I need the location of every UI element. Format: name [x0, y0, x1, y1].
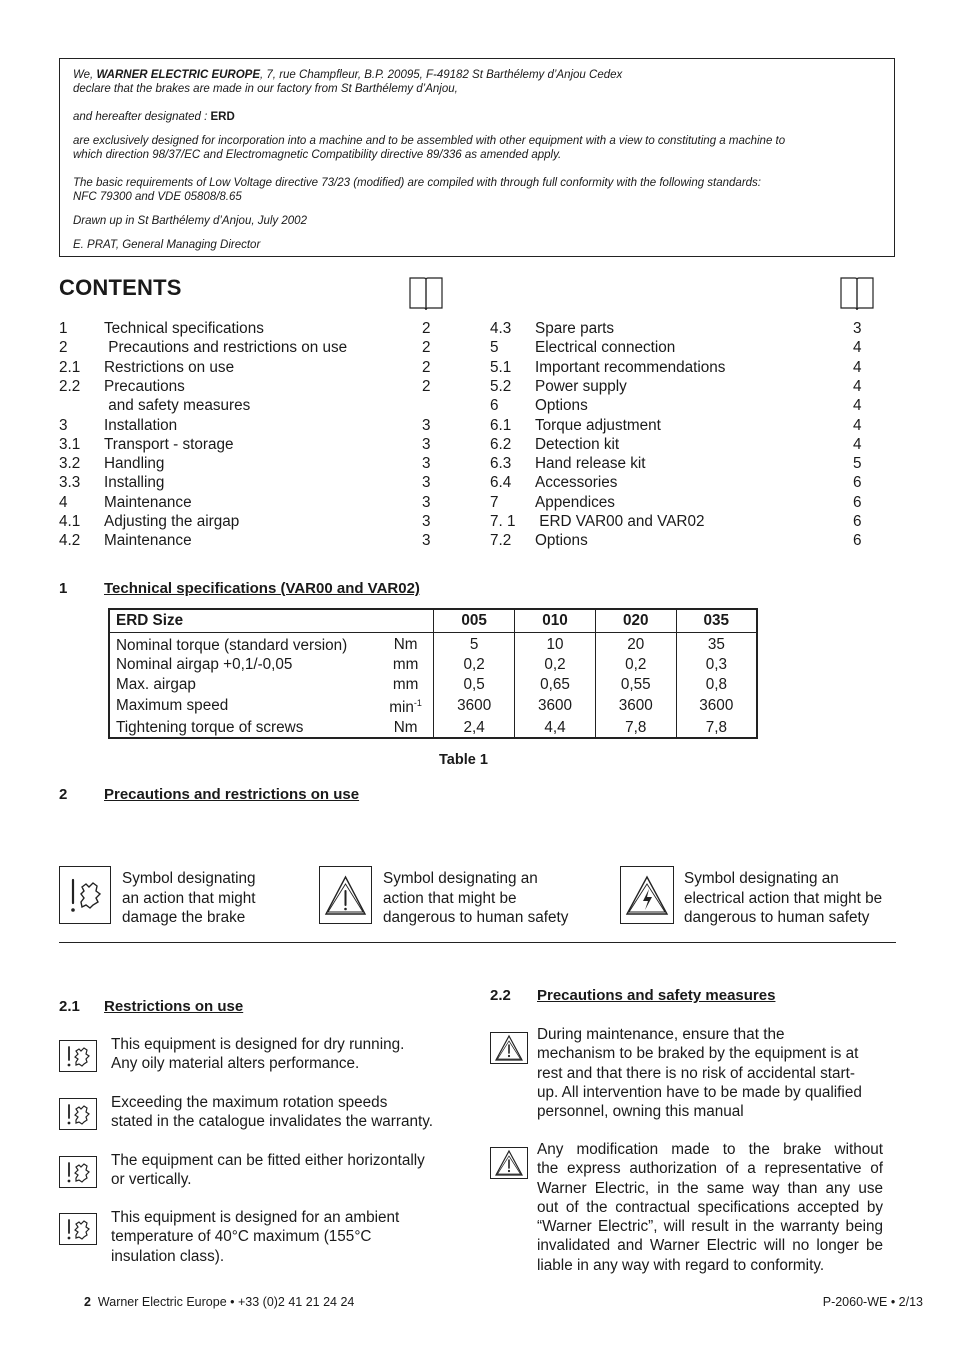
brake-damage-icon — [60, 1099, 96, 1129]
table-cell-value: 3600 — [515, 694, 596, 718]
toc-number: 6.4 — [490, 474, 512, 492]
table-cell-label: Tightening torque of screws — [116, 718, 304, 736]
toc-page: 6 — [853, 493, 862, 511]
toc-left-column — [59, 319, 439, 559]
designated-label: and hereafter designated : — [73, 111, 211, 123]
toc-page: 6 — [853, 474, 862, 492]
text-line: liable in any way with regard to conformity. — [537, 1256, 825, 1274]
restriction-text — [111, 1151, 471, 1190]
table-caption: Table 1 — [439, 752, 488, 768]
table-cell-value: 0,2 — [595, 655, 676, 674]
text-line: invalidated and Warner Electric will no longer be — [537, 1237, 883, 1255]
toc-label: Handling — [104, 455, 165, 473]
table-header-cell: 020 — [595, 609, 676, 633]
section-number: 1 — [59, 580, 68, 597]
toc-label: Important recommendations — [535, 358, 726, 376]
text-line: This equipment is designed for dry running. — [111, 1036, 405, 1053]
toc-number: 6.2 — [490, 435, 512, 453]
text-line: out of the contractual specifications accepted by — [537, 1198, 883, 1216]
text-line: Warner Electric, in the same way than any use — [537, 1179, 883, 1197]
table-cell-label: Max. airgap — [116, 675, 196, 693]
table-cell-label: Nominal airgap +0,1/-0,05 — [116, 656, 293, 674]
symbol-text-line: dangerous to human safety — [383, 909, 569, 927]
table-cell-value: 3600 — [595, 694, 676, 718]
table-cell-unit — [378, 694, 434, 718]
table-header-cell: 035 — [676, 609, 757, 633]
toc-page: 2 — [422, 339, 431, 357]
toc-number: 5 — [490, 339, 499, 357]
toc-number: 3.3 — [59, 474, 81, 492]
table-cell-value: 0,2 — [434, 655, 515, 674]
text-line: temperature of 40°C maximum (155°C — [111, 1228, 372, 1246]
precaution-text — [537, 1140, 883, 1275]
toc-row — [490, 319, 870, 338]
warning-triangle-icon — [491, 1148, 527, 1178]
toc-row — [490, 493, 870, 512]
toc-label: Installing — [104, 474, 165, 492]
toc-page: 3 — [422, 532, 431, 550]
section-title: Technical specifications (VAR00 and VAR02) — [104, 580, 420, 597]
section-2-2-heading — [490, 987, 910, 1007]
text-line: Any oily material alters performance. — [111, 1055, 360, 1073]
declaration-box — [59, 58, 895, 257]
table-cell-value: 7,8 — [595, 718, 676, 738]
section-2-heading — [59, 786, 559, 806]
section-title: Precautions and safety measures — [537, 987, 776, 1004]
text-line: up. All intervention have to be made by qualified — [537, 1083, 862, 1101]
table-row — [109, 718, 757, 738]
toc-number: 3.2 — [59, 455, 81, 473]
brake-damage-icon — [60, 1041, 96, 1071]
toc-row — [490, 358, 870, 377]
toc-row — [59, 338, 439, 357]
symbol-text-line: action that might be — [383, 889, 517, 907]
toc-label: Maintenance — [104, 493, 192, 511]
toc-page: 3 — [422, 435, 431, 453]
brake-damage-icon — [60, 1157, 96, 1187]
divider — [59, 942, 896, 943]
symbol-legend-1 — [122, 869, 307, 928]
text-line: personnel, owning this manual — [537, 1103, 744, 1121]
toc-page: 2 — [422, 320, 431, 337]
precaution-text — [537, 1025, 883, 1121]
table-cell-value: 0,65 — [515, 675, 596, 694]
section-number: 2 — [59, 786, 68, 803]
electrical-hazard-icon-box — [620, 866, 674, 924]
restriction-icon-box — [59, 1098, 97, 1130]
toc-page: 2 — [422, 377, 431, 395]
toc-label: Electrical connection — [535, 339, 676, 357]
symbol-text-line: damage the brake — [122, 909, 246, 927]
toc-page: 3 — [422, 416, 431, 434]
toc-label: Maintenance — [104, 532, 192, 550]
toc-row — [59, 319, 439, 338]
text-line: “Warner Electric”, will result in the warranty being — [537, 1218, 883, 1236]
toc-number: 7. 1 — [490, 513, 516, 530]
toc-number: 5.1 — [490, 358, 512, 376]
section-number: 2.2 — [490, 987, 511, 1004]
text-line: This equipment is designed for an ambient — [111, 1209, 400, 1226]
warning-icon-box — [490, 1147, 528, 1179]
book-icon — [408, 274, 444, 312]
restriction-text — [111, 1035, 471, 1074]
toc-label: Precautions and restrictions on use — [104, 339, 348, 357]
table-header-cell: ERD Size — [109, 609, 434, 633]
toc-number: 6.1 — [490, 416, 512, 434]
toc-row — [59, 454, 439, 473]
toc-row — [59, 493, 439, 512]
declaration-line2: declare that the brakes are made in our factory from St Barthélemy d’Anjou, — [73, 83, 458, 95]
table-cell-value: 7,8 — [676, 718, 757, 738]
toc-label: and safety measures — [104, 397, 251, 415]
toc-label: Torque adjustment — [535, 416, 661, 434]
toc-page: 3 — [422, 455, 431, 473]
declaration-signatory: E. PRAT, General Managing Director — [73, 239, 261, 251]
toc-label: ERD VAR00 and VAR02 — [535, 513, 705, 530]
toc-page: 3 — [422, 493, 431, 511]
text-line: or vertically. — [111, 1171, 192, 1189]
table-header-row — [109, 609, 757, 633]
restriction-text — [111, 1093, 471, 1132]
book-icon — [839, 274, 875, 312]
symbol-text-line: dangerous to human safety — [684, 909, 870, 927]
unit-exponent: -1 — [413, 698, 422, 709]
text-line: The equipment can be fitted either horizontally — [111, 1152, 425, 1169]
table-cell-value: 3600 — [434, 694, 515, 718]
table-cell-value: 0,3 — [676, 655, 757, 674]
table-cell-label: Nominal torque (standard version) — [116, 637, 348, 654]
warning-triangle-icon — [491, 1033, 527, 1063]
unit-text: Nm — [393, 635, 418, 653]
toc-number: 2.2 — [59, 377, 81, 395]
unit-text: min — [389, 699, 414, 717]
warning-triangle-icon-box — [319, 866, 372, 924]
toc-row — [490, 338, 870, 357]
symbol-text-line: Symbol designating — [122, 870, 256, 887]
unit-text: mm — [392, 675, 419, 693]
table-row — [109, 694, 757, 718]
toc-row — [59, 358, 439, 377]
designated-name: ERD — [210, 111, 235, 123]
toc-label: Appendices — [535, 493, 615, 511]
toc-page: 3 — [853, 320, 862, 337]
table-cell-value: 20 — [595, 633, 676, 656]
table-header-cell: 005 — [434, 609, 515, 633]
contents-title: CONTENTS — [59, 275, 182, 300]
table-cell-value: 0,2 — [515, 655, 596, 674]
footer-left — [84, 1295, 354, 1309]
table-cell-value: 3600 — [676, 694, 757, 718]
toc-number: 1 — [59, 320, 68, 337]
toc-label: Transport - storage — [104, 435, 234, 453]
declaration-para4b: NFC 79300 and VDE 05808/8.65 — [73, 191, 242, 203]
brake-damage-icon — [60, 1214, 96, 1244]
warning-icon-box — [490, 1032, 528, 1064]
toc-row — [59, 416, 439, 435]
declaration-drawn: Drawn up in St Barthélemy d’Anjou, July 2002 — [73, 215, 307, 227]
declaration-para4a: The basic requirements of Low Voltage directive 73/23 (modified) are compiled with through full conformity with the following standards: — [73, 177, 762, 189]
toc-label: Technical specifications — [104, 320, 264, 337]
toc-page: 4 — [853, 339, 862, 357]
restriction-icon-box — [59, 1156, 97, 1188]
toc-page: 4 — [853, 435, 862, 453]
table-cell-label: Maximum speed — [116, 697, 229, 715]
toc-label: Adjusting the airgap — [104, 513, 240, 530]
text-line: During maintenance, ensure that the — [537, 1026, 785, 1043]
toc-row — [59, 512, 439, 531]
brake-damage-icon-box — [59, 866, 111, 924]
toc-page: 6 — [853, 513, 862, 530]
toc-row — [59, 435, 439, 454]
table-cell-unit — [378, 675, 434, 694]
toc-page: 4 — [853, 358, 862, 376]
symbol-legend-2 — [383, 869, 603, 928]
toc-label: Options — [535, 532, 588, 550]
restriction-icon-box — [59, 1213, 97, 1245]
toc-number: 4.2 — [59, 532, 81, 550]
toc-label: Installation — [104, 416, 178, 434]
toc-row — [59, 473, 439, 492]
toc-number: 7.2 — [490, 532, 512, 550]
symbol-legend-3 — [684, 869, 914, 928]
table-cell-value: 2,4 — [434, 718, 515, 738]
section-1-heading — [59, 580, 559, 600]
restriction-text — [111, 1208, 471, 1266]
company-name: WARNER ELECTRIC EUROPE — [96, 69, 261, 81]
toc-row — [490, 416, 870, 435]
toc-number: 4.3 — [490, 320, 512, 337]
text-line: Exceeding the maximum rotation speeds — [111, 1094, 388, 1111]
table-cell-value: 5 — [434, 633, 515, 656]
table-cell-value: 35 — [676, 633, 757, 656]
toc-number: 2 — [59, 339, 68, 357]
symbol-text-line: electrical action that might be — [684, 889, 883, 907]
text-line: rest and that there is no risk of accidental start- — [537, 1064, 855, 1082]
toc-row — [490, 473, 870, 492]
toc-page: 2 — [422, 358, 431, 376]
toc-row — [59, 396, 439, 415]
table-row — [109, 633, 757, 656]
table-cell-value: 10 — [515, 633, 596, 656]
toc-label: Restrictions on use — [104, 358, 235, 376]
declaration-line1-pre: We, — [73, 69, 97, 81]
brake-damage-icon — [60, 867, 110, 923]
toc-row — [490, 512, 870, 531]
section-title: Precautions and restrictions on use — [104, 786, 360, 803]
toc-number: 3.1 — [59, 435, 81, 453]
footer-doc-ref: P-2060-WE • 2/13 — [822, 1295, 923, 1309]
text-line: stated in the catalogue invalidates the warranty. — [111, 1113, 433, 1131]
text-line: insulation class). — [111, 1247, 225, 1265]
warning-triangle-icon — [320, 867, 371, 923]
company-address: , 7, rue Champfleur, B.P. 20095, F-49182 St Barthélemy d’Anjou Cedex — [260, 69, 623, 81]
toc-number: 2.1 — [59, 358, 81, 376]
toc-number: 4.1 — [59, 513, 81, 530]
toc-number: 7 — [490, 493, 499, 511]
toc-label: Spare parts — [535, 320, 615, 337]
symbol-text-line: an action that might — [122, 889, 256, 907]
declaration-para3a: are exclusively designed for incorporation into a machine and to be assembled with other equipment with a view to constituting a machine to — [73, 135, 786, 147]
toc-row — [59, 377, 439, 396]
toc-number: 3 — [59, 416, 68, 434]
table-cell-value: 0,55 — [595, 675, 676, 694]
toc-row — [490, 396, 870, 415]
toc-page: 3 — [422, 474, 431, 492]
toc-label: Hand release kit — [535, 455, 646, 473]
toc-number: 5.2 — [490, 377, 512, 395]
toc-number: 6.3 — [490, 455, 512, 473]
section-2-1-heading — [59, 998, 479, 1018]
toc-page: 3 — [422, 513, 431, 530]
symbol-text-line: Symbol designating an — [684, 870, 839, 887]
toc-label: Precautions — [104, 377, 185, 395]
toc-label: Options — [535, 397, 588, 415]
page-number: 2 — [84, 1295, 91, 1309]
toc-right-column — [490, 319, 870, 559]
section-number: 2.1 — [59, 998, 80, 1015]
toc-number: 6 — [490, 397, 499, 415]
section-title: Restrictions on use — [104, 998, 244, 1015]
unit-text: mm — [392, 656, 419, 674]
spec-table — [108, 608, 758, 739]
symbol-text-line: Symbol designating an — [383, 870, 538, 887]
toc-row — [490, 377, 870, 396]
table-cell-unit — [378, 655, 434, 674]
table-cell-value: 0,5 — [434, 675, 515, 694]
toc-row — [490, 435, 870, 454]
toc-row — [490, 454, 870, 473]
toc-page: 4 — [853, 377, 862, 395]
toc-page: 5 — [853, 455, 862, 473]
table-header-cell: 010 — [515, 609, 596, 633]
toc-label: Detection kit — [535, 435, 620, 453]
toc-page: 4 — [853, 397, 862, 415]
toc-page: 6 — [853, 532, 862, 550]
footer-company: Warner Electric Europe • +33 (0)2 41 21 24 24 — [97, 1295, 355, 1309]
toc-page: 4 — [853, 416, 862, 434]
table-row — [109, 675, 757, 694]
restriction-icon-box — [59, 1040, 97, 1072]
table-cell-unit — [378, 718, 434, 738]
toc-label: Power supply — [535, 377, 627, 395]
table-cell-value: 4,4 — [515, 718, 596, 738]
declaration-para3b: which direction 98/37/EC and Electromagnetic Compatibility directive 89/336 as amended apply. — [73, 149, 562, 161]
unit-text: Nm — [393, 718, 418, 736]
toc-row — [490, 531, 870, 550]
toc-number: 4 — [59, 493, 68, 511]
text-line: mechanism to be braked by the equipment is at — [537, 1045, 859, 1063]
table-row — [109, 655, 757, 674]
electrical-hazard-icon — [621, 867, 673, 923]
toc-row — [59, 531, 439, 550]
table-cell-unit — [378, 633, 434, 656]
text-line: Any modification made to the brake without — [537, 1141, 883, 1158]
table-cell-value: 0,8 — [676, 675, 757, 694]
toc-label: Accessories — [535, 474, 618, 492]
text-line: the express authorization of a representative of — [537, 1160, 883, 1178]
